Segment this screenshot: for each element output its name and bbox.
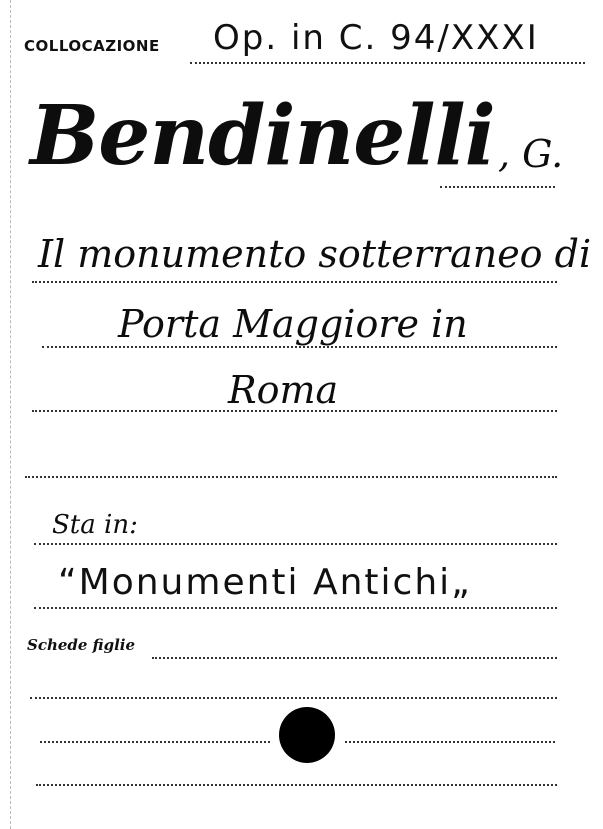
series-line: [34, 607, 557, 609]
blank-line-2: [30, 697, 557, 699]
author-name: Bendinelli: [30, 88, 495, 184]
title-line-1: Il monumento sotterraneo di: [38, 232, 592, 276]
collocazione-label: COLLOCAZIONE: [24, 37, 160, 55]
collocazione-line: [190, 62, 585, 64]
title-line-2-rule: [42, 346, 557, 348]
contained-in-line: [34, 543, 557, 545]
author-line: [440, 186, 555, 188]
title-line-3-rule: [32, 410, 557, 412]
blank-line-3-left: [40, 741, 270, 743]
title-line-3: Roma: [228, 368, 339, 412]
author-initial: , G.: [498, 132, 564, 176]
blank-line-1: [25, 476, 557, 478]
torn-left-edge: [0, 0, 11, 829]
blank-line-3-right: [345, 741, 555, 743]
series-title: “Monumenti Antichi„: [58, 562, 472, 603]
title-line-2: Porta Maggiore in: [118, 302, 468, 346]
title-line-1-rule: [32, 281, 557, 283]
shelfmark: Op. in C. 94/XXXI: [213, 18, 539, 58]
contained-in-label: Sta in:: [52, 510, 138, 540]
blank-line-4: [36, 784, 557, 786]
schede-figlie-label: Schede figlie: [27, 636, 136, 654]
punch-hole: [279, 707, 335, 763]
schede-figlie-line: [152, 657, 557, 659]
